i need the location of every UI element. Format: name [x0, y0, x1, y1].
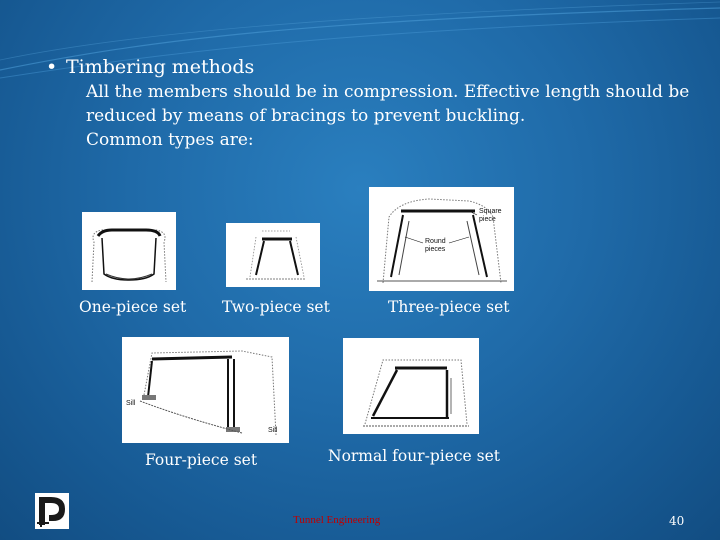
three-piece-diagram: [369, 187, 514, 291]
round-pieces-label-2: pieces: [425, 246, 446, 253]
round-pieces-label: Round: [425, 238, 446, 245]
three-piece-set-figure: [369, 187, 514, 291]
description-paragraph: [86, 80, 706, 152]
square-piece-label-2: piece: [479, 216, 496, 223]
two-piece-set-figure: [226, 223, 320, 287]
bullet-heading: [46, 55, 254, 79]
institution-logo: [35, 493, 69, 529]
one-piece-diagram: [82, 212, 176, 290]
normal-four-piece-set-figure: [343, 338, 479, 434]
one-piece-caption: One-piece set: [79, 298, 187, 316]
footer-title: Tunnel Engineering: [293, 514, 381, 526]
one-piece-set-figure: [82, 212, 176, 290]
normal-four-piece-diagram: [343, 338, 479, 434]
bullet-icon: •: [46, 56, 58, 78]
four-piece-caption: Four-piece set: [145, 451, 258, 469]
two-piece-diagram: [226, 223, 320, 287]
sill-right-label: Sill: [268, 427, 278, 434]
square-piece-label: Square: [479, 208, 502, 215]
description-line: Common types are:: [86, 130, 254, 150]
sill-left-label: Sill: [126, 400, 136, 407]
bullet-title: Timbering methods: [66, 56, 255, 78]
normal-four-piece-caption: Normal four-piece set: [328, 447, 501, 465]
three-piece-caption: Three-piece set: [388, 298, 510, 316]
four-piece-diagram: [122, 337, 289, 443]
page-number: 40: [669, 514, 685, 528]
two-piece-caption: Two-piece set: [222, 298, 330, 316]
description-line: reduced by means of bracings to prevent buckling.: [86, 106, 526, 126]
four-piece-set-figure: [122, 337, 289, 443]
description-line: All the members should be in compression. Effective length should be: [86, 82, 690, 102]
